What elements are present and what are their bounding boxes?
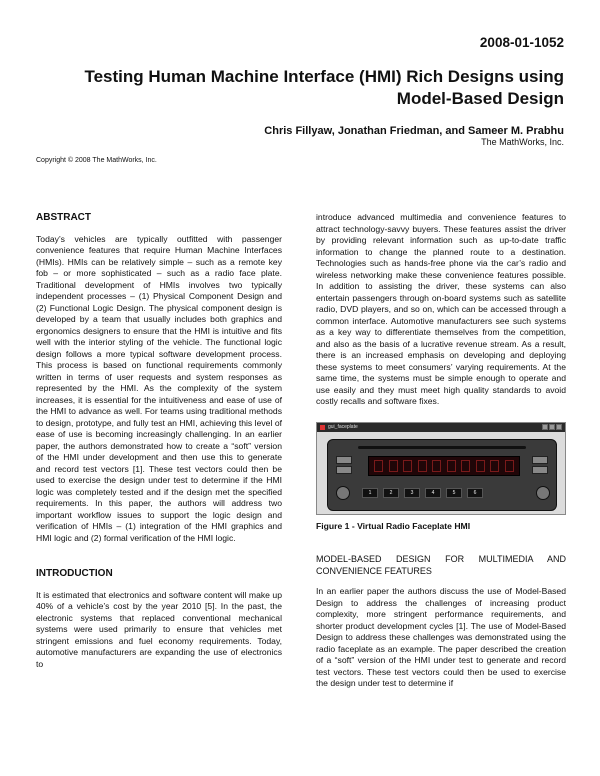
affiliation: The MathWorks, Inc. [481,137,564,147]
right-column [316,212,566,690]
preset-button-6: 6 [467,488,483,498]
introduction-heading: INTRODUCTION [36,568,113,579]
window-controls [542,424,562,430]
title-line-1: Testing Human Machine Interface (HMI) Rich Designs using [84,67,564,86]
right-lower-button [532,466,548,474]
preset-button-4: 4 [425,488,441,498]
preset-button-1: 1 [362,488,378,498]
authors: Chris Fillyaw, Jonathan Friedman, and Sameer M. Prabhu [264,125,564,137]
introduction-body: It is estimated that electronics and software content will make up 40% of a vehicle’s cost by the year 2010 [5]. In the past, the electronic systems that replaced conventional mechanical systems were used primarily to ensure that vehicles met stringent emissions and fuel economy requirements. Today, automotive manufacturers are expanding the use of electronics to [36,589,282,669]
app-icon [320,425,325,430]
left-lower-button [336,466,352,474]
paper-title [44,66,564,110]
display-digit [490,460,499,472]
display-digit [447,460,456,472]
left-upper-button [336,456,352,464]
faceplate-window-screenshot [316,422,566,515]
window-title: gui_faceplate [328,423,358,430]
figure-caption: Figure 1 - Virtual Radio Faceplate HMI [316,520,471,531]
display-digit [505,460,514,472]
display-digit [476,460,485,472]
volume-knob-icon [536,486,550,500]
title-line-2: Model-Based Design [396,89,564,108]
display-digit [461,460,470,472]
display-digit [403,460,412,472]
paper-number: 2008-01-1052 [479,35,564,50]
left-column [36,212,282,670]
abstract-heading: ABSTRACT [36,212,91,223]
cd-slot [358,446,526,449]
abstract-body: Today’s vehicles are typically outfitted with passenger convenience features that require Human Machine Interfaces (HMIs). HMIs can be relatively simple – such as a remote key fob – or more sophisticated – such as a radio face plate. Traditional development of HMIs involves two typically independent processes – (1) Physical Component Design and (2) Functional Logic Design. The physical component design is developed by a team that usually includes both graphics and ergonomics designers to ensure that the HMI is intuitive and fits well with the interior styling of the vehicle. The functional logic design follows a more typical software development process. This process is based on functional requirements commonly written in terms of user requests and system responses as represented by the HMI. As the complexity of the system increases, it is essential for the intuitiveness and ease of use of the HMI to advance as well. For teams using traditional methods to design, prototype, and fully test an HMI, achieving this level of ease of use is becoming increasingly challenging. In an earlier paper, the authors demonstrated how to create a “soft” version of the HMI under development and then use this to generate and record test vectors [1]. These test vectors could then be used to exercise the design under test to determine if the HMI logic was completely tested and if the design met the specified requirements. In this paper, the authors will address two important workflow issues to support the logic design and verification of HMIs – (1) integration of the HMI graphics and HMI logic and (2) formal verification of the HMI logic. [36,233,282,543]
power-knob-icon [336,486,350,500]
preset-button-3: 3 [404,488,420,498]
display-digit [432,460,441,472]
maximize-icon [549,424,555,430]
segment-display [368,456,520,476]
mbd-body: In an earlier paper the authors discuss the use of Model-Based Design to address the challenges of increasing product complexity, more stringent performance requirements, and shorter product development cycles [1]. The use of Model-Based Design to address these challenges was demonstrated using the radio faceplate as an example. The paper described the creation of a “soft” version of the HMI under test to generate and record test vectors. These test vectors could then be used to exercise the design under test to determine if [316,586,566,688]
figure-1 [316,422,566,533]
radio-faceplate [327,439,557,511]
close-icon [556,424,562,430]
preset-button-5: 5 [446,488,462,498]
window-titlebar [317,423,565,432]
display-digit [374,460,383,472]
preset-button-2: 2 [383,488,399,498]
mbd-heading: MODEL-BASED DESIGN FOR MULTIMEDIA AND CONVENIENCE FEATURES [316,554,566,576]
copyright-notice: Copyright © 2008 The MathWorks, Inc. [36,157,157,164]
display-digit [389,460,398,472]
preset-buttons [362,488,483,498]
display-digit [418,460,427,472]
minimize-icon [542,424,548,430]
right-upper-button [532,456,548,464]
introduction-continued: introduce advanced multimedia and convenience features to attract technology-savvy buyers. These features assist the driver by providing relevant information such as up-to-date traffic information to change the planned route to a destination. Technologies such as hands-free phone via the car’s radio and wireless networking make these convenience features possible. In addition to assisting the driver, these systems can also entertain passengers through on-board systems such as satellite radio, DVD players, and so on, which can be accessed through a common interface. Automotive manufacturers see such systems as a key way to differentiate themselves from the competition, and also as the basis of a lucrative revenue stream. As a result, there is an increased emphasis on developing and deploying these systems to meet consumers’ varying requirements. At the same time, the systems must be simple enough to operate and use easily and they must meet high quality standards to avoid costly recalls and software fixes. [316,212,566,406]
